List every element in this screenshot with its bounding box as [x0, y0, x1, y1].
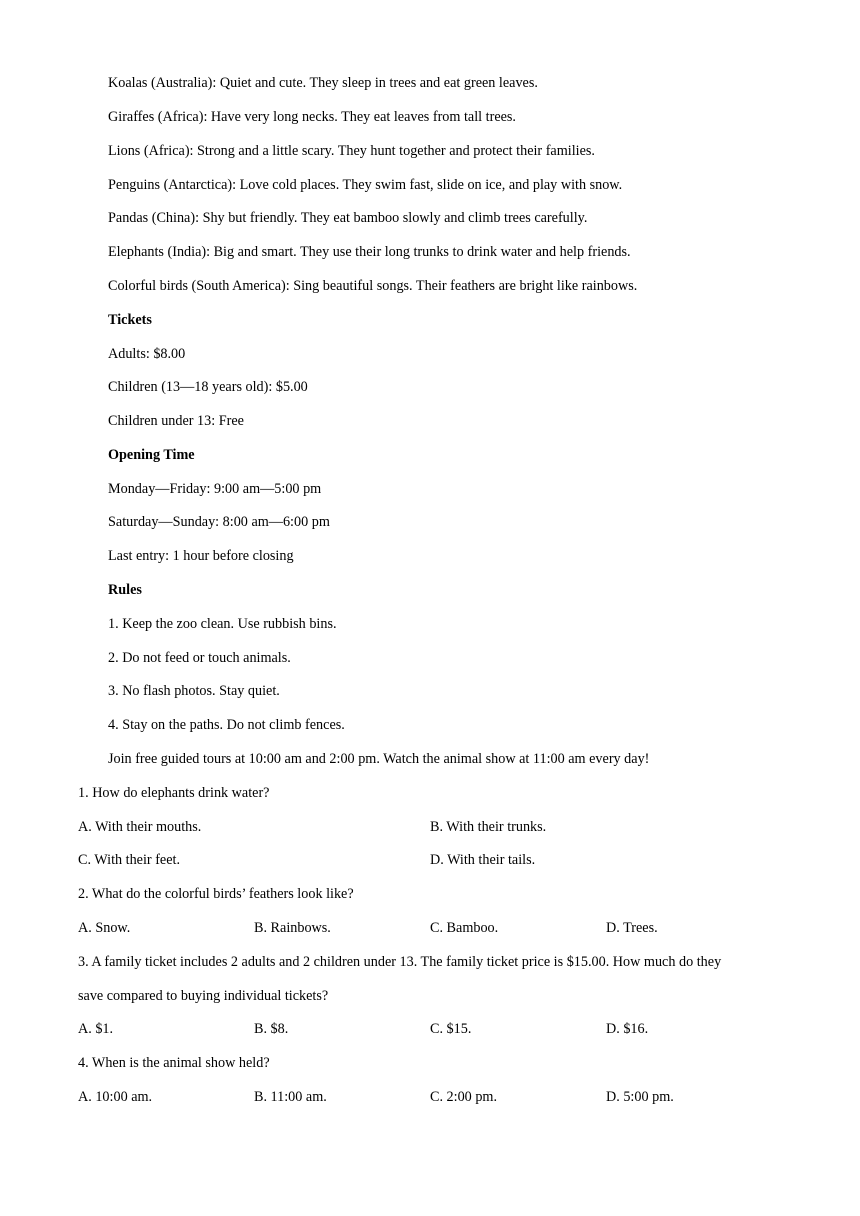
- opening-heading: Opening Time: [108, 447, 195, 463]
- q4-option-c: C. 2:00 pm.: [430, 1089, 498, 1105]
- closing-note: Join free guided tours at 10:00 am and 2:00 pm. Watch the animal show at 11:00 am every day!: [108, 751, 650, 767]
- q2-option-a: A. Snow.: [78, 920, 131, 936]
- ticket-children-under13: Children under 13: Free: [108, 413, 244, 429]
- question-4: 4. When is the animal show held?: [78, 1055, 270, 1071]
- opening-last-entry: Last entry: 1 hour before closing: [108, 548, 294, 564]
- q1-option-c: C. With their feet.: [78, 852, 180, 868]
- question-1: 1. How do elephants drink water?: [78, 785, 270, 801]
- animal-giraffes: Giraffes (Africa): Have very long necks. They eat leaves from tall trees.: [108, 109, 516, 125]
- q3-option-c: C. $15.: [430, 1021, 472, 1037]
- rule-1: 1. Keep the zoo clean. Use rubbish bins.: [108, 616, 337, 632]
- q4-option-b: B. 11:00 am.: [254, 1089, 327, 1105]
- q3-option-a: A. $1.: [78, 1021, 114, 1037]
- q2-option-d: D. Trees.: [606, 920, 658, 936]
- q3-option-d: D. $16.: [606, 1021, 649, 1037]
- q2-option-b: B. Rainbows.: [254, 920, 331, 936]
- q4-option-a: A. 10:00 am.: [78, 1089, 153, 1105]
- animal-pandas: Pandas (China): Shy but friendly. They eat bamboo slowly and climb trees carefully.: [108, 210, 588, 226]
- ticket-children-teen: Children (13—18 years old): $5.00: [108, 379, 308, 395]
- question-3-line-2: save compared to buying individual tickets?: [78, 988, 329, 1004]
- rules-heading: Rules: [108, 582, 142, 598]
- question-2: 2. What do the colorful birds’ feathers look like?: [78, 886, 354, 902]
- animal-elephants: Elephants (India): Big and smart. They use their long trunks to drink water and help friends.: [108, 244, 631, 260]
- tickets-heading: Tickets: [108, 312, 152, 328]
- question-3-line-1: 3. A family ticket includes 2 adults and 2 children under 13. The family ticket price is $15.00. How much do they: [78, 954, 722, 970]
- rule-2: 2. Do not feed or touch animals.: [108, 650, 291, 666]
- q2-option-c: C. Bamboo.: [430, 920, 499, 936]
- q1-option-d: D. With their tails.: [430, 852, 536, 868]
- rule-3: 3. No flash photos. Stay quiet.: [108, 683, 280, 699]
- animal-birds: Colorful birds (South America): Sing beautiful songs. Their feathers are bright like rainbows.: [108, 278, 638, 294]
- animal-koalas: Koalas (Australia): Quiet and cute. They sleep in trees and eat green leaves.: [108, 75, 538, 91]
- animal-penguins: Penguins (Antarctica): Love cold places. They swim fast, slide on ice, and play with snow.: [108, 177, 623, 193]
- opening-weekend: Saturday—Sunday: 8:00 am—6:00 pm: [108, 514, 330, 530]
- q1-option-b: B. With their trunks.: [430, 819, 547, 835]
- ticket-adults: Adults: $8.00: [108, 346, 186, 362]
- q3-option-b: B. $8.: [254, 1021, 289, 1037]
- animal-lions: Lions (Africa): Strong and a little scary. They hunt together and protect their families.: [108, 143, 595, 159]
- q1-option-a: A. With their mouths.: [78, 819, 202, 835]
- q4-option-d: D. 5:00 pm.: [606, 1089, 674, 1105]
- opening-weekdays: Monday—Friday: 9:00 am—5:00 pm: [108, 481, 322, 497]
- rule-4: 4. Stay on the paths. Do not climb fences.: [108, 717, 345, 733]
